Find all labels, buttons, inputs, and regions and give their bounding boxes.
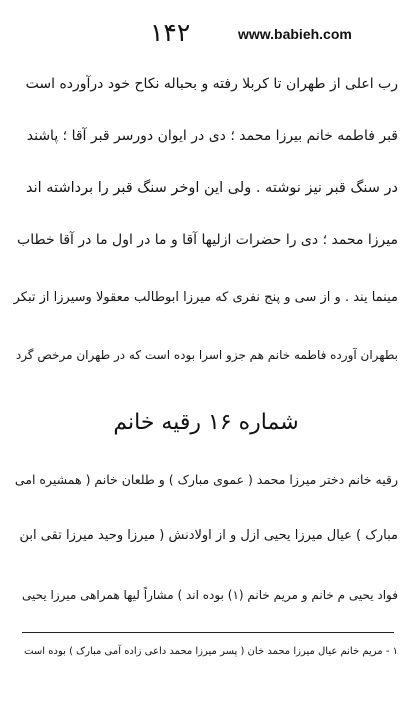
- section-line: رقیه خانم دختر میرزا محمد ( عموی مبارک ) و طلعان خانم ( همشیره امی: [14, 472, 398, 487]
- body-line: مینما یند . و از سی و پنج نفری که میرزا ابوطالب معقولا وسیرزا از تبکر: [13, 290, 398, 305]
- section-line: مبارک ) عیال میرزا یحیی ازل و از اولادنش ( میرزا وحید میرزا تقی ابن: [19, 528, 398, 543]
- body-line: میرزا محمد ؛ دی را حضرات ازلیها آقا و ما در اول ما در آقا خطاب: [17, 232, 398, 248]
- body-line: بطهران آورده فاطمه خانم هم جزو اسرا بوده است که در طهران مرخص گرد: [15, 348, 398, 362]
- site-url: www.babieh.com: [238, 26, 352, 42]
- page-header: [0, 18, 412, 48]
- page-number: ۱۴۲: [150, 18, 191, 47]
- footnote-divider: [22, 632, 394, 633]
- section-line: فواد یحیی م خانم و مریم خانم (۱) بوده اند ) مشاراً لیها همراهی میرزا یحیی: [21, 588, 398, 602]
- body-line: قبر فاطمه خانم بیرزا محمد ؛ دی در ایوان دورسر قبر آقا ؛ پاشند: [26, 128, 398, 144]
- footnote: ۱ - مریم خانم عیال میرزا محمد خان ( پسر میرزا محمد داعی زاده آمی مبارک ) بوده است: [24, 646, 398, 657]
- body-line: رب اعلی از طهران تا کربلا رفته و بحباله نکاح خود درآورده است: [25, 76, 398, 92]
- section-title: شماره ۱۶ رقیه خانم: [113, 410, 299, 435]
- body-line: در سنگ قبر نیز نوشته . ولی این اوخر سنگ قبر را برداشته اند: [26, 180, 398, 196]
